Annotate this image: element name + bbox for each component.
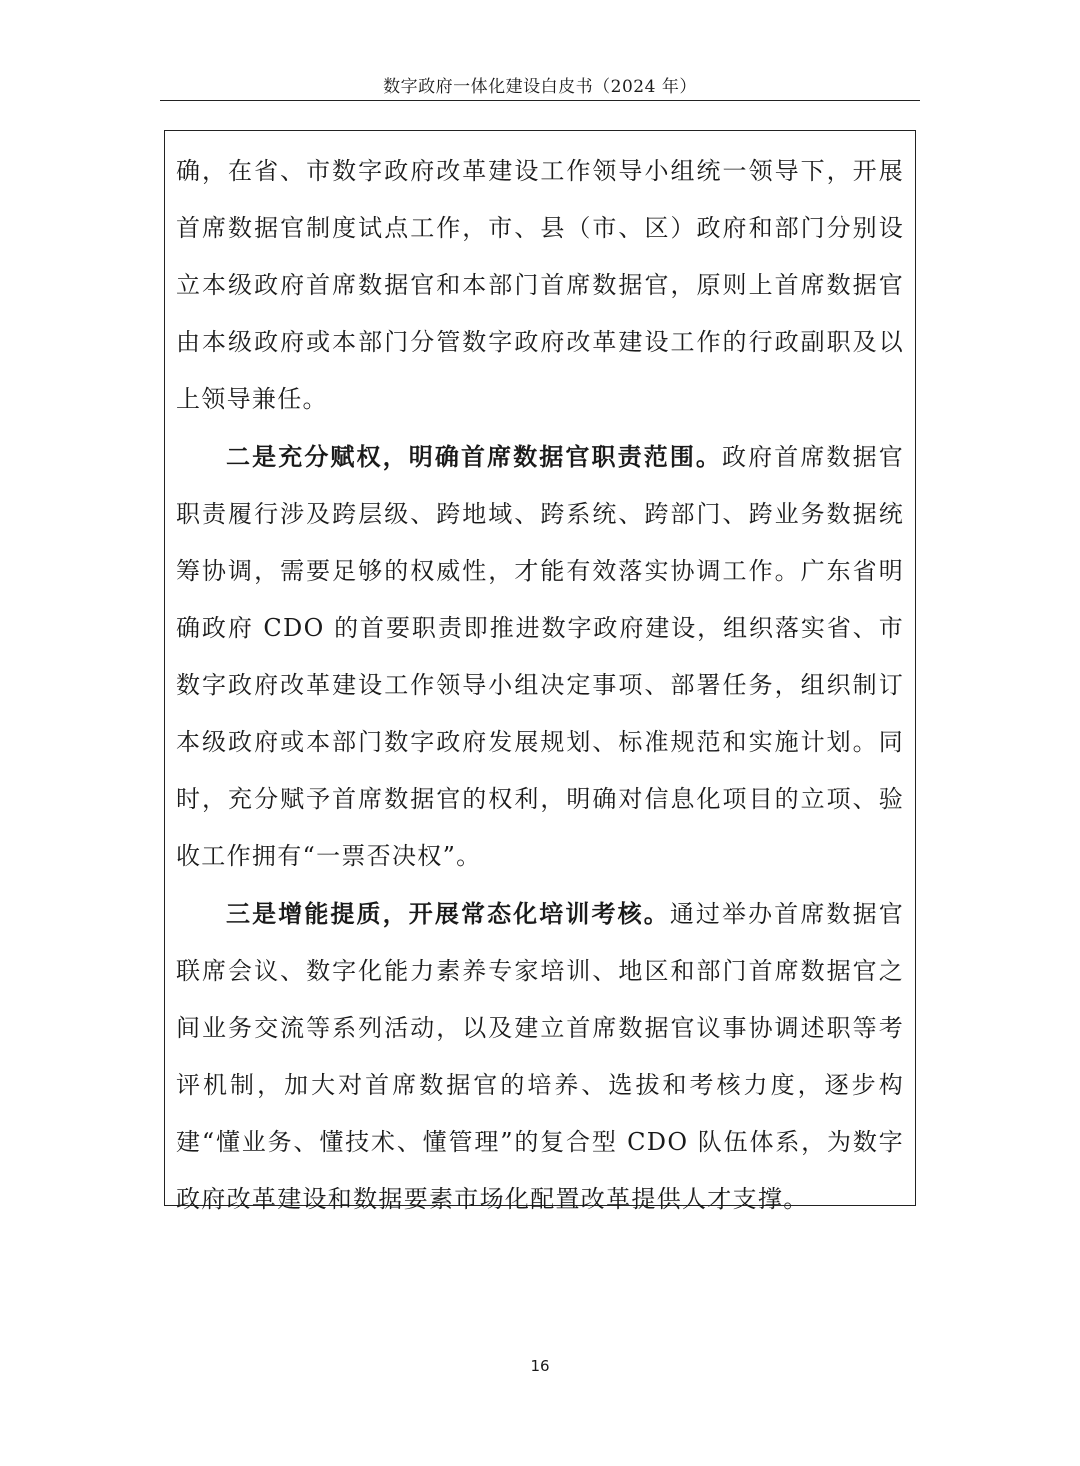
header-divider [160, 100, 920, 101]
paragraph-empowerment [176, 428, 904, 885]
paragraph-lead: 三是增能提质，开展常态化培训考核。 [226, 899, 670, 928]
paragraph-continued [176, 143, 904, 428]
paragraph-training [176, 885, 904, 1228]
paragraph-text: 通过举办首席数据官联席会议、数字化能力素养专家培训、地区和部门首席数据官之间业务交流等系列活动，以及建立首席数据官议事协调述职等考评机制，加大对首席数据官的培养、选拔和考核力度，逐步构建“懂业务、懂技术、懂管理”的复合型 CDO 队伍体系，为数字政府改革建设和数据要素市场化配置改革提供人才支撑。 [176, 900, 904, 1213]
page-number: 16 [530, 1357, 550, 1375]
paragraph-text: 确，在省、市数字政府改革建设工作领导小组统一领导下，开展首席数据官制度试点工作，市、县（市、区）政府和部门分别设立本级政府首席数据官和本部门首席数据官，原则上首席数据官由本级政府或本部门分管数字政府改革建设工作的行政副职及以上领导兼任。 [176, 157, 904, 413]
paragraph-text: 政府首席数据官职责履行涉及跨层级、跨地域、跨系统、跨部门、跨业务数据统筹协调，需要足够的权威性，才能有效落实协调工作。广东省明确政府 CDO 的首要职责即推进数字政府建设，组织落实省、市数字政府改革建设工作领导小组决定事项、部署任务，组织制订本级政府或本部门数字政府发展规划、标准规范和实施计划。同时，充分赋予首席数据官的权利，明确对信息化项目的立项、验收工作拥有“一票否决权”。 [176, 443, 904, 870]
text-box [164, 130, 916, 1213]
paragraph-lead: 二是充分赋权，明确首席数据官职责范围。 [226, 442, 723, 471]
running-header: 数字政府一体化建设白皮书（2024 年） [383, 77, 697, 97]
